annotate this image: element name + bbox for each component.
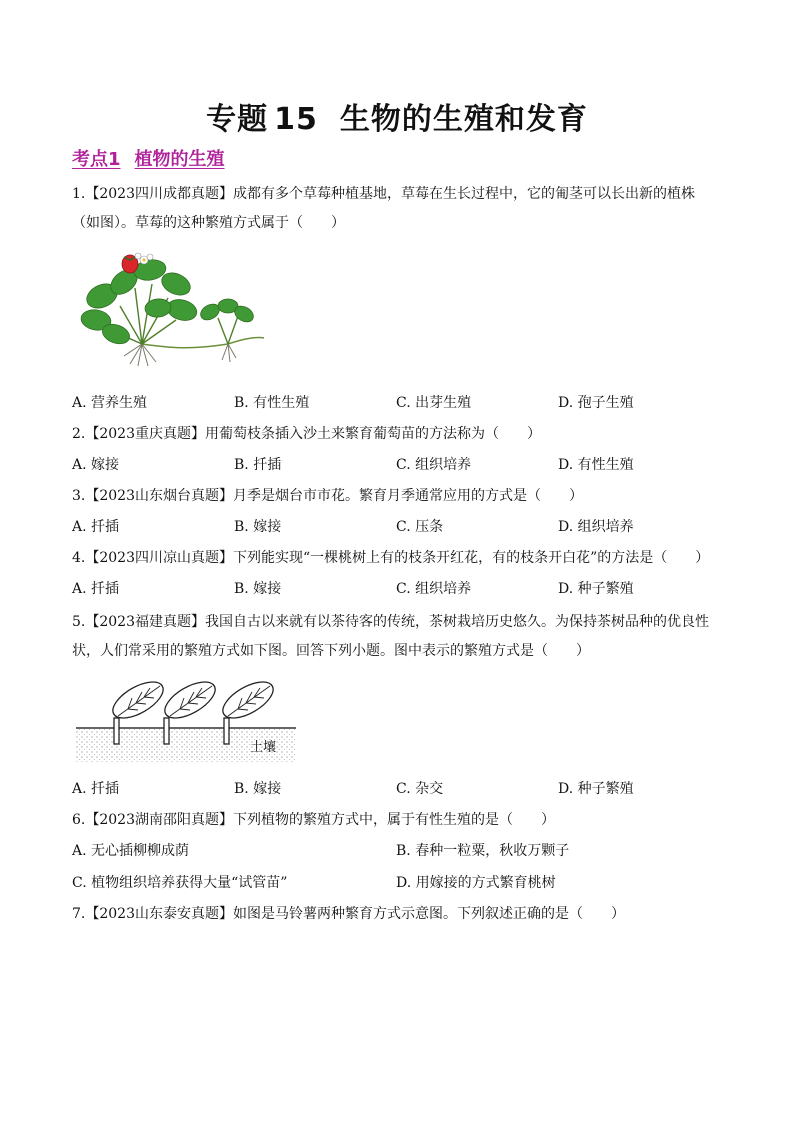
question-6-options-row-1 — [72, 840, 722, 862]
question-1-stem: 1.【2023四川成都真题】成都有多个草莓种植基地，草莓在生长过程中，它的匍茎可以长出新的植株（如图）。草莓的这种繁殖方式属于（ ） — [72, 186, 695, 231]
option-c[interactable]: C. 出芽生殖 — [396, 395, 472, 411]
option-a[interactable]: A. 扦插 — [72, 781, 120, 797]
option-c[interactable]: C. 杂交 — [396, 781, 444, 797]
question-6-options-row-2 — [72, 872, 722, 894]
question-4-stem: 4.【2023四川凉山真题】下列能实现“一棵桃树上有的枝条开红花，有的枝条开白花”的方法是（ ） — [72, 550, 710, 566]
option-d[interactable]: D. 孢子生殖 — [558, 395, 634, 411]
question-5-stem: 5.【2023福建真题】我国自古以来就有以茶待客的传统，茶树栽培历史悠久。为保持茶树品种的优良性状，人们常采用的繁殖方式如下图。回答下列小题。图中表示的繁殖方式是（ ） — [72, 614, 709, 659]
option-b[interactable]: B. 嫁接 — [234, 581, 282, 597]
option-c[interactable]: C. 植物组织培养获得大量“试管苗” — [72, 875, 288, 891]
option-c[interactable]: C. 组织培养 — [396, 581, 472, 597]
strawberry-plant-figure — [80, 248, 270, 370]
option-b[interactable]: B. 春种一粒粟，秋收万颗子 — [396, 843, 570, 859]
question-3-stem: 3.【2023山东烟台真题】月季是烟台市市花。繁育月季通常应用的方式是（ ） — [72, 488, 583, 504]
section-heading: 考点1 植物的生殖 — [72, 149, 225, 170]
question-1-options — [72, 392, 722, 414]
question-3-options — [72, 516, 722, 538]
option-a[interactable]: A. 嫁接 — [72, 457, 120, 473]
option-a[interactable]: A. 扦插 — [72, 519, 120, 535]
option-b[interactable]: B. 嫁接 — [234, 519, 282, 535]
question-2-stem: 2.【2023重庆真题】用葡萄枝条插入沙土来繁育葡萄苗的方法称为（ ） — [72, 426, 541, 442]
cutting-figure — [76, 676, 296, 762]
option-b[interactable]: B. 扦插 — [234, 457, 282, 473]
option-d[interactable]: D. 用嫁接的方式繁育桃树 — [396, 875, 556, 891]
page-title: 专题 15 生物的生殖和发育 — [206, 102, 588, 137]
option-d[interactable]: D. 种子繁殖 — [558, 781, 634, 797]
option-a[interactable]: A. 营养生殖 — [72, 395, 148, 411]
option-d[interactable]: D. 种子繁殖 — [558, 581, 634, 597]
option-c[interactable]: C. 组织培养 — [396, 457, 472, 473]
question-2-options — [72, 454, 722, 476]
option-c[interactable]: C. 压条 — [396, 519, 444, 535]
question-6-stem: 6.【2023湖南邵阳真题】下列植物的繁殖方式中，属于有性生殖的是（ ） — [72, 812, 555, 828]
question-4-options — [72, 578, 722, 600]
question-5-options — [72, 778, 722, 800]
question-7-stem: 7.【2023山东泰安真题】如图是马铃薯两种繁育方式示意图。下列叙述正确的是（ ） — [72, 906, 625, 922]
option-a[interactable]: A. 无心插柳柳成荫 — [72, 843, 190, 859]
soil-label: 土壤 — [250, 740, 277, 755]
option-d[interactable]: D. 组织培养 — [558, 519, 634, 535]
option-b[interactable]: B. 嫁接 — [234, 781, 282, 797]
option-d[interactable]: D. 有性生殖 — [558, 457, 634, 473]
option-a[interactable]: A. 扦插 — [72, 581, 120, 597]
option-b[interactable]: B. 有性生殖 — [234, 395, 310, 411]
